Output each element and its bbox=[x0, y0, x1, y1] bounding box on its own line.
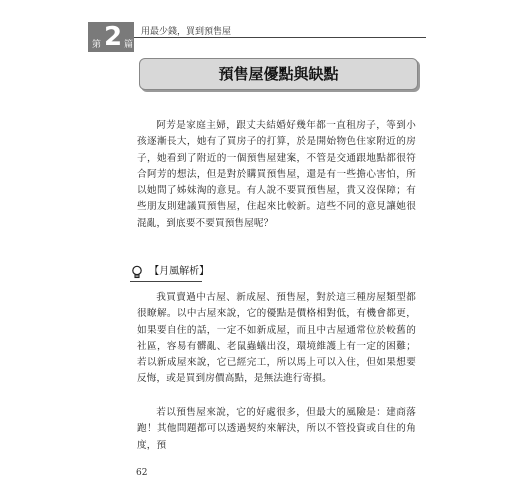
breadcrumb: 用最少錢，買到預售屋 bbox=[141, 27, 232, 37]
analysis-underline bbox=[130, 281, 202, 282]
chapter-prefix: 第 bbox=[92, 40, 102, 50]
section-title: 預售屋優點與缺點 bbox=[139, 58, 418, 90]
analysis-label: 【月風解析】 bbox=[149, 266, 210, 277]
lightbulb-icon bbox=[130, 265, 144, 279]
chapter-tab bbox=[88, 22, 134, 52]
analysis-heading bbox=[130, 264, 209, 280]
page-number: 62 bbox=[136, 468, 148, 478]
body-paragraph-2: 我買賣過中古屋、新成屋、預售屋，對於這三種房屋類型都很瞭解。以中古屋來說，它的優點是價格相對低，有機會都更，如果要自住的話，一定不如新成屋，而且中古屋通常位於較舊的社區，容易有髒亂、老鼠蟲蟻出沒，環境維護上有一定的困難；若以新成屋來說，它已經完工，所以馬上可以入住，但如果想要反悔，或是買到房價高點，是無法進行寄損。 bbox=[137, 292, 416, 385]
body-paragraph-1: 阿芳是家庭主婦，跟丈夫結婚好幾年都一直租房子，等到小孩逐漸長大，她有了買房子的打算，於是開始物色住家附近的房子，她看到了附近的一個預售屋建案，不管是交通跟地點都很符合阿芳的想法，但是對於購買預售屋，還是有一些擔心害怕，所以她問了姊妹淘的意見。有人說不要買預售屋，貴又沒保障；有些朋友則建議買預售屋，住起來比較新。這些不同的意見讓她很混亂，到底要不要買預售屋呢？ bbox=[137, 120, 416, 229]
chapter-number: 2 bbox=[104, 22, 123, 52]
body-paragraph-3: 若以預售屋來說，它的好處很多，但最大的風險是：建商落跑！其他問題都可以透過契約來解決，所以不管投資或自住的角度，預 bbox=[137, 407, 416, 451]
header-divider bbox=[134, 37, 426, 38]
chapter-suffix: 篇 bbox=[124, 40, 134, 50]
